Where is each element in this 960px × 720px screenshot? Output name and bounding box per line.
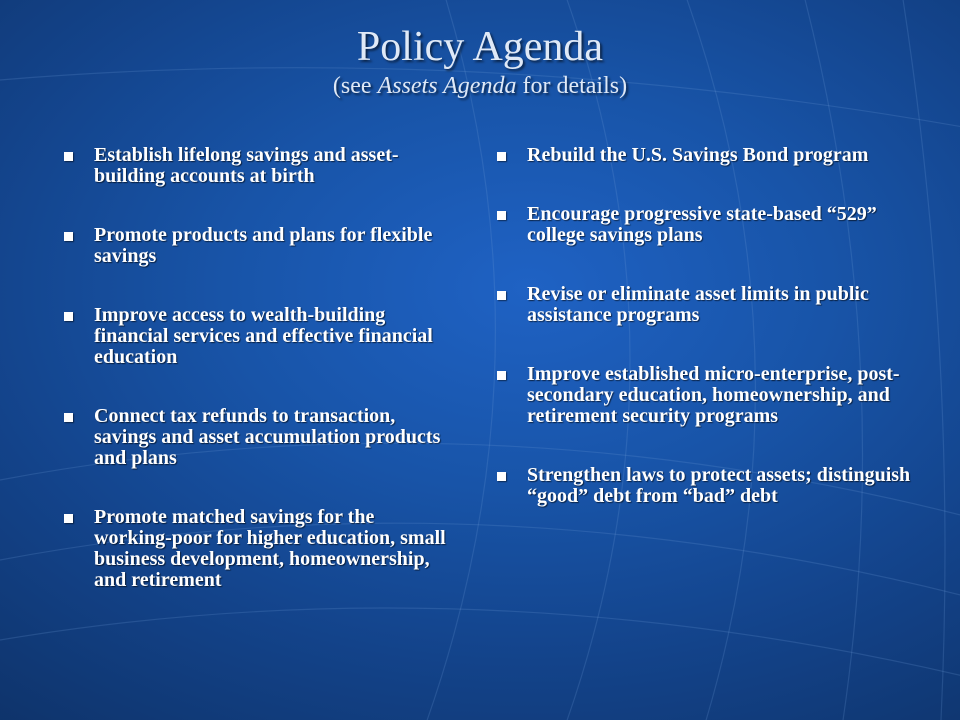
bullet-text: Connect tax refunds to transaction, savings and asset accumulation products and plans xyxy=(94,405,441,469)
right-bullet-item xyxy=(493,364,913,427)
right-bullet-item xyxy=(493,145,913,166)
square-bullet-icon xyxy=(64,152,73,161)
subtitle-italic: Assets Agenda xyxy=(377,73,517,99)
title-main: Policy Agenda xyxy=(356,24,604,70)
bullet-text: Establish lifelong savings and asset-building accounts at birth xyxy=(94,144,399,187)
square-bullet-icon xyxy=(497,211,506,220)
bullet-text: Improve access to wealth-building financial services and effective financial education xyxy=(94,304,433,368)
title-subtitle xyxy=(0,72,960,100)
bullet-text: Encourage progressive state-based “529” college savings plans xyxy=(527,203,877,246)
square-bullet-icon xyxy=(497,472,506,481)
left-bullet-list xyxy=(60,145,450,591)
slide-title xyxy=(0,24,960,100)
right-bullet-item xyxy=(493,284,913,326)
bullet-text: Promote matched savings for the working-poor for higher education, small business development, homeownership, and retirement xyxy=(94,506,446,591)
left-bullet-item xyxy=(60,507,450,591)
right-bullet-item xyxy=(493,465,913,507)
square-bullet-icon xyxy=(497,291,506,300)
square-bullet-icon xyxy=(64,232,73,241)
square-bullet-icon xyxy=(64,413,73,422)
square-bullet-icon xyxy=(64,312,73,321)
left-bullet-item xyxy=(60,225,450,267)
square-bullet-icon xyxy=(64,514,73,523)
right-bullet-list xyxy=(493,145,913,507)
subtitle-prefix: (see xyxy=(332,73,378,99)
bullet-text: Promote products and plans for flexible savings xyxy=(94,224,433,267)
left-bullet-item xyxy=(60,305,450,368)
bullet-text: Improve established micro-enterprise, post-secondary education, homeownership, and retirement security programs xyxy=(527,363,900,427)
right-bullet-item xyxy=(493,204,913,246)
square-bullet-icon xyxy=(497,371,506,380)
bullet-text: Rebuild the U.S. Savings Bond program xyxy=(527,144,869,166)
bullet-text: Revise or eliminate asset limits in public assistance programs xyxy=(527,283,869,326)
bullet-text: Strengthen laws to protect assets; distinguish “good” debt from “bad” debt xyxy=(527,464,911,507)
left-bullet-item xyxy=(60,406,450,469)
left-bullet-item xyxy=(60,145,450,187)
square-bullet-icon xyxy=(497,152,506,161)
subtitle-suffix: for details) xyxy=(516,73,628,99)
